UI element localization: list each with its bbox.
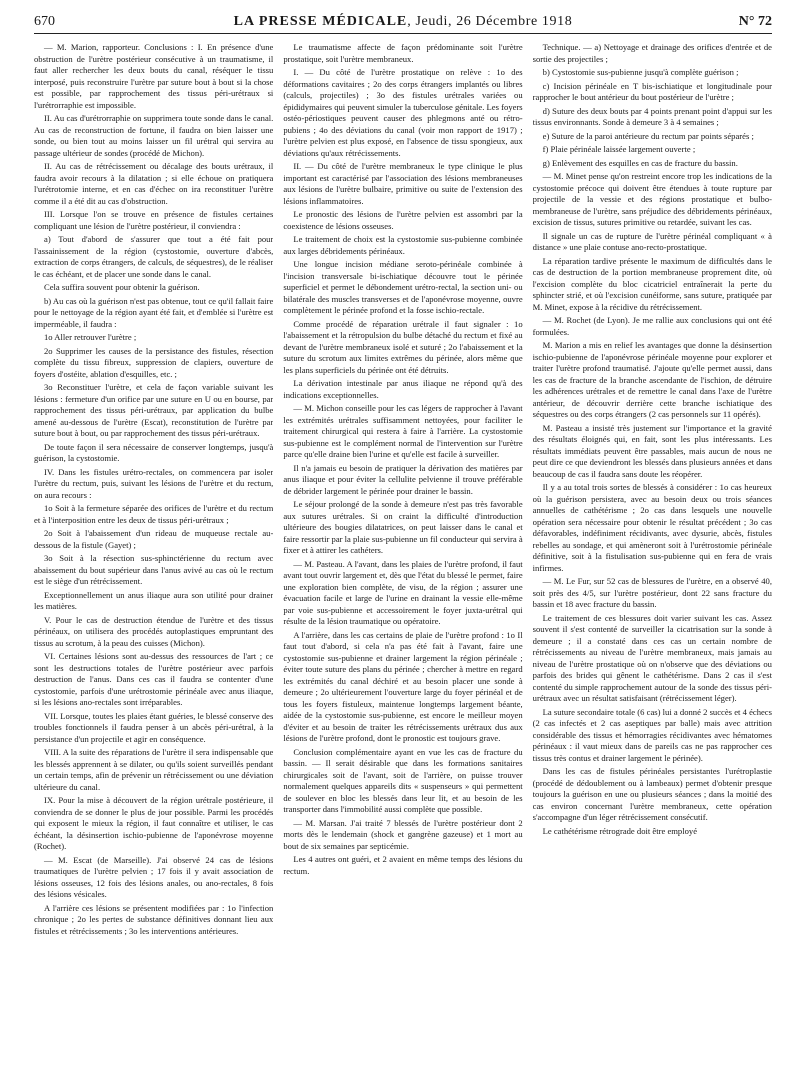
issue-date: Jeudi, 26 Décembre 1918 bbox=[415, 14, 573, 29]
paragraph: e) Suture de la paroi antérieure du rectum par points séparés ; bbox=[542, 130, 754, 141]
paragraph: Conclusion complémentaire ayant en vue les cas de fracture du bassin. — Il serait désirable que dans les formations sanitaires chirurgicales soit de l'avant, soit de l'arrière, on puisse trouver normalement quelques appareils dits « suspenseurs » qui permettent de soulever en bloc les blessés dans leur lit, et au besoin de les transporter dans l'immobilité aussi complète que possible. bbox=[283, 746, 523, 814]
page-header bbox=[34, 14, 772, 38]
article-columns bbox=[34, 40, 772, 1080]
paragraph: Les 4 autres ont guéri, et 2 avaient en même temps des lésions du rectum. bbox=[283, 854, 523, 876]
paragraph: 3o Soit à la résection sus-sphinctérienne du rectum avec abaissement du bout supérieur dans l'anus avivé au cas où le rectum est le siège d'un rétrécissement. bbox=[34, 553, 274, 586]
paragraph: Le pronostic des lésions de l'urètre pelvien est assombri par la coexistence de lésions osseuses. bbox=[283, 209, 523, 231]
paragraph: A l'arrière, dans les cas certains de plaie de l'urètre profond : 1o Il faut tout d'abord, si cela n'a pas été fait à l'avant, faire une cystostomie sus-pubienne et drainer largement la région périnéale ; éviter toute suture des plans du périnée ; chercher à mettre en regard les extrémités du canal déchiré et au besoin placer une sonde à demeure ; 2o ultérieurement l'ouverture large du foyer périnéal et de tous les foyers fistuleux, maintenue longtemps largement béante, aidée de la cystostomie sus-pubienne, est encore le meilleur moyen d'éviter et au besoin de traiter les rétrécissements urétraux dus aux lésions de l'urètre profond, dont le pronostic est toujours grave. bbox=[283, 629, 523, 743]
paragraph: Le traumatisme affecte de façon prédominante soit l'urètre prostatique, soit l'urètre membraneux. bbox=[283, 42, 523, 64]
paragraph: V. Pour le cas de destruction étendue de l'urètre et des tissus périnéaux, on utilisera des procédés autoplastiques empruntant des tissus au scrotum, à la peau des cuisses (Michon). bbox=[34, 614, 274, 648]
paragraph: 1o Aller retrouver l'urètre ; bbox=[44, 332, 137, 342]
column-right bbox=[533, 40, 772, 1080]
paragraph: VI. Certaines lésions sont au-dessus des ressources de l'art ; ce sont les destructions totales de l'urètre postérieur avec parfois destruction de l'anus. Dans ces cas il faudra se contenter d'une cystostomie, parfois d'une urétrostomie périnéale avec anus iliaque, si les lésions ano-rectales sont irréparables. bbox=[34, 651, 274, 707]
paragraph: b) Cystostomie sus-pubienne jusqu'à complète guérison ; bbox=[542, 67, 739, 77]
paragraph: La réparation tardive présente le maximum de difficultés dans le cas de destruction de la portion membraneuse proprement dite, où l'excision complète du bloc cicatriciel entraînerait la perte du sphincter strié, et où l'excision cunéiforme, sans suture, pratiquée par M. Minet, expose à la récidive du rétrécissement. bbox=[532, 255, 772, 312]
paragraph: I. — Du côté de l'urètre prostatique on relève : 1o des déformations cavitaires ; 2o des corps étrangers implantés ou libres (calculs, projectiles) ; 3o des fistules urétrales variées ou épididymaires qui peuvent simuler la tuberculose génitale. Les foyers ostéo-périostiques peuvent causer des phlegmons anté ou rétro-pubiens ; 4o des déviations du canal (voir mon rapport de 1917) ; l'urètre pelvien est plus exposé, en l'absence de tissu spongieux, aux déviations qu'aux rétrécissements. bbox=[283, 67, 523, 158]
paragraph: 3o Reconstituer l'urètre, et cela de façon variable suivant les lésions : fermeture d'un orifice par une suture en U ou en bourse, par rapprochement des tissus péri-urétraux, par application du bulbe amené au-dessous de l'urètre (Escat), reconstitution de l'urètre par suture bout à bout, ou par rapprochement des tissus péri-urétraux. bbox=[34, 382, 274, 438]
paragraph: — M. Michon conseille pour les cas légers de rapprocher à l'avant les extrémités urétrales suffisamment nettoyées, pour faciliter le traitement chirurgical qui restera à faire à l'arrière. La cystostomie sus-pubienne est le complément normal de l'intervention sur l'urètre parce qu'elle draine bien l'urine et qu'elle est facile à surveiller. bbox=[283, 403, 523, 459]
paragraph: Une longue incision médiane seroto-périnéale combinée à l'incision transversale bi-ischiatique découvre tout le périnée superficiel et permet le débondement urétro-rectal, la section uni- ou bilatérale des muscles transverses et de l'aponévrose moyenne, ouvre complètement le périnée profond et la fosse ischio-rectale. bbox=[283, 259, 523, 315]
paragraph: — M. Marsan. J'ai traité 7 blessés de l'urètre postérieur dont 2 morts dès le lendemain (shock et gangrène gazeuse) et 1 mort au bout de six semaines par septicémie. bbox=[283, 817, 523, 851]
column-middle bbox=[283, 40, 522, 1080]
paragraph: III. Lorsque l'on se trouve en présence de fistules certaines compliquant une lésion de l'urètre postérieur, il conviendra : bbox=[34, 209, 274, 231]
paragraph: c) Incision périnéale en T bis-ischiatique et longitudinale pour rapprocher le bout antérieur du bout postérieur de l'urètre ; bbox=[532, 80, 772, 102]
paragraph: — M. Marion, rapporteur. Conclusions : I. En présence d'une obstruction de l'urètre postérieur consécutive à un traumatisme, il faut aller rechercher les deux bouts du canal, réséquer le tissu interposé, puis reconstruire l'urètre par suture bout à bout si la chose est possible, par rapprochement des tissus péri-urétraux si l'urétrorraphie est impossible. bbox=[34, 42, 274, 110]
paragraph: II. Au cas d'urétrorraphie on supprimera toute sonde dans le canal. Au cas de reconstruction de fortune, il faudra on bien laisser une sonde, ou bien tout au moins laisser un fil urétral qui servira au passage ultérieur de sondes (procédé de Michon). bbox=[34, 113, 274, 158]
paragraph: Le traitement de choix est la cystostomie sus-pubienne combinée aux larges débridements périnéaux. bbox=[283, 234, 523, 256]
paragraph: De toute façon il sera nécessaire de conserver longtemps, jusqu'à guérison, la cystostomie. bbox=[34, 441, 274, 463]
paragraph: — M. Le Fur, sur 52 cas de blessures de l'urètre, en a observé 40, soit près des 4/5, sur l'urètre postérieur, dont 22 sans fracture du bassin et 18 avec fracture du bassin. bbox=[532, 576, 772, 609]
paragraph: Dans les cas de fistules périnéales persistantes l'urétroplastie (procédé de dédoublement ou à lambeaux) permet d'obtenir presque toujours la guérison en une ou plusieurs séances ; dans la moitié des cas environ concernant l'urètre membraneux, cette opération s'accompagne d'un léger rétrécissement consécutif. bbox=[532, 766, 772, 822]
paragraph: Comme procédé de réparation urétrale il faut signaler : 1o l'abaissement et la rétropulsion du bulbe détaché du rectum et fixé au devant de l'urètre membraneux isolé et suturé ; 2o l'abaissement et la suture du scrotum aux limites extrêmes du périnée, alors même que les plans superficiels du périnée ont été détruits. bbox=[283, 318, 523, 375]
journal-name: LA PRESSE MÉDICALE bbox=[233, 14, 408, 29]
paragraph: f) Plaie périnéale laissée largement ouverte ; bbox=[542, 144, 696, 154]
paragraph: d) Suture des deux bouts par 4 points prenant point d'appui sur les tissus environnants. Sonde à demeure 3 à 4 semaines ; bbox=[532, 105, 772, 127]
paragraph: g) Enlèvement des esquilles en cas de fracture du bassin. bbox=[542, 157, 738, 168]
paragraph: Le cathétérisme rétrograde doit être employé bbox=[542, 825, 698, 836]
paragraph: Le séjour prolongé de la sonde à demeure n'est pas très favorable aux sutures urétrales. Si on craint la difficulté d'introduction ultérieure des bougies dilatatrices, on peut laisser dans le canal et faire ressortir par la plaie sus-pubienne un fil conducteur qui servira à fixer et à attirer les cathéters. bbox=[283, 499, 523, 555]
page-number: 670 bbox=[34, 14, 55, 29]
paragraph: 2o Soit à l'abaissement d'un rideau de muqueuse rectale au-dessous de la fistule (Gayet) ; bbox=[34, 528, 274, 550]
paragraph: VIII. A la suite des réparations de l'urètre il sera indispensable que les blessés apprennent à se dilater, ou qu'ils soient surveillés pendant un certain temps, afin de prévenir un rétrécissement ou une déviation ultérieure du canal. bbox=[34, 747, 274, 792]
paragraph: Cela suffira souvent pour obtenir la guérison. bbox=[44, 282, 200, 292]
paragraph: — M. Pasteau. A l'avant, dans les plaies de l'urètre profond, il faut avant tout ouvrir largement et, dès que l'état du blessé le permet, faire une exploration bien complète, de visu, de la région ; assurer une évacuation facile et large de l'urine en drainant la vessie elle-même par voie sus-pubienne et accessoirement le foyer juxta-urétral qui résulte de la lésion traumatique ou opératoire. bbox=[283, 558, 523, 626]
paragraph: La dérivation intestinale par anus iliaque ne répond qu'à des indications exceptionnelles. bbox=[283, 378, 523, 400]
paragraph: M. Marion a mis en relief les avantages que donne la désinsertion ischio-pubienne de l'aponévrose périnéale moyenne pour explorer et traiter l'urètre profond traumatisé. J'ajoute qu'elle permet aussi, dans les cas de fracture de la branche ascendante de l'ischion, de détruire les adhérences urétrales et de remettre le canal dans l'axe de l'urètre antérieur, de découvrir derrière cette branche ischiatique des séquestres ou des corps étrangers (2 cas personnels sur 11 opérés). bbox=[532, 340, 772, 419]
paragraph: Il y a au total trois sortes de blessés à considérer : 1o cas heureux où la guérison persistera, avec au besoin deux ou trois séances annuelles de cathétérisme ; 2o cas dans lesquels une nouvelle opération sera nécessaire pour obtenir le résultat précédent ; 3o cas défavorables, indéfiniment récidivants, avec dysurie, abcès, fistules rebelles au sondage, et qui amèneront soit à l'urétrostomie périnéale définitive, soit à la fistulisation sus-pubienne qui en fera de vrais infirmes. bbox=[532, 482, 772, 573]
issue-number: N° 72 bbox=[738, 14, 772, 29]
paragraph: VII. Lorsque, toutes les plaies étant guéries, le blessé conserve des troubles fonctionnels il faudra penser à un abcès péri-urétral, à la persistance d'un projectile et agir en conséquence. bbox=[34, 710, 274, 744]
running-title: LA PRESSE MÉDICALE, Jeudi, 26 Décembre 1918 bbox=[233, 14, 573, 29]
header-rule bbox=[34, 33, 772, 34]
paragraph: — M. Minet pense qu'on restreint encore trop les indications de la cystostomie précoce qui doivent être étendues à toute rupture par projectile de la vessie et des régions prostatique et bulbo-membraneuse de l'urètre, sans préjudice des débridements périnéaux, excision de tissus, sutures primitive ou retardée, suivant les cas. bbox=[532, 171, 772, 227]
paragraph: b) Au cas où la guérison n'est pas obtenue, tout ce qu'il fallait faire pour le nettoyage de la région ayant été fait, et d'emblée si l'urètre est imperméable, il faudra : bbox=[34, 295, 274, 329]
paragraph: 2o Supprimer les causes de la persistance des fistules, résection complète du tissu fibreux, suppression de clapiers, ouverture de foyers d'ostéite, ablation d'esquilles, etc. ; bbox=[34, 345, 274, 379]
paragraph: IX. Pour la mise à découvert de la région urétrale postérieure, il conviendra de se donner le plus de jour possible. Parmi les procédés qui exposent le mieux la région, il faut connaître et utiliser, le cas échéant, la désinsertion ischio-pubienne de l'aponévrose moyenne (Rochet). bbox=[34, 795, 274, 851]
paragraph: Il signale un cas de rupture de l'urètre périnéal compliquant « à distance » une plaie contuse ano-recto-prostatique. bbox=[532, 230, 772, 252]
paragraph: Le traitement de ces blessures doit varier suivant les cas. Assez souvent il s'est contenté de surveiller la cicatrisation sur la sonde à demeure ; il a constaté dans ces cas un certain nombre de rétrécissements au niveau de l'urètre membraneux, mais jamais au niveau de l'urètre prostatique où on n'observe que des déviations ou parfois des brides qui gênent le cathétérisme. Dans 2 cas il s'est contenté du simple rapprochement autour de la sonde des tissus péri-urétraux avec un résultat satisfaisant (rétrécissement léger). bbox=[532, 612, 772, 703]
paragraph: IV. Dans les fistules urétro-rectales, on commencera par isoler l'urètre du rectum, puis, suivant les lésions de l'urètre et du rectum, on aura recours : bbox=[34, 466, 274, 500]
paragraph: Technique. — a) Nettoyage et drainage des orifices d'entrée et de sortie des projectiles ; bbox=[532, 42, 772, 64]
paragraph: A l'arrière ces lésions se présentent modifiées par : 1o l'infection chronique ; 2o les pertes de substance définitives donnant lieu aux fistules et rétrécissements ; 3o les interventions antérieures. bbox=[34, 902, 274, 936]
paragraph: II. — Du côté de l'urètre membraneux le type clinique le plus important est caractérisé par l'association des lésions membraneuses aux lésions de l'urètre bulbaire, primitive ou suite de l'extension des lésions inflammatoires. bbox=[283, 161, 523, 206]
paragraph: a) Tout d'abord de s'assurer que tout a été fait pour l'assainissement de la région (cystostomie, ouverture d'abcès, extraction de corps étrangers, de calculs, de séquestres), de le réaliser le cas échéant, et de placer une sonde dans le canal. bbox=[34, 234, 274, 279]
paragraph: M. Pasteau a insisté très justement sur l'importance et la gravité des résultats éloignés qui, en fait, sont les plus intéressants. Les résultats immédiats peuvent être passables, mais aucun de nous ne peut dire ce que deviendront les blessés dans plusieurs années et dans beaucoup de cas il faudra sans doute les réopérer. bbox=[532, 422, 772, 479]
column-left bbox=[34, 40, 273, 1080]
paragraph: Exceptionnellement un anus iliaque aura son utilité pour drainer les matières. bbox=[34, 589, 274, 611]
paragraph: — M. Rochet (de Lyon). Je me rallie aux conclusions qui ont été formulées. bbox=[532, 315, 772, 337]
paragraph: 1o Soit à la fermeture séparée des orifices de l'urètre et du rectum et à l'interposition entre les deux de tissus péri-urétraux ; bbox=[34, 503, 274, 525]
paragraph: La suture secondaire totale (6 cas) lui a donné 2 succès et 4 échecs (2 cas infectés et 2 cas aseptiques par balle) mais avec attrition considérable des tissus et hémorragies récidivantes avec hématomes périnéaux : il vaut mieux dans de pareils cas ne pas rapprocher ces tissus très contus et drainer largement le périnée). bbox=[532, 706, 772, 763]
paragraph: — M. Escat (de Marseille). J'ai observé 24 cas de lésions traumatiques de l'urètre pelvien ; 17 fois il y avait association de lésions osseuses, 12 fois des lésions anales, ou ano-rectales, 8 fois des lésions vésicales. bbox=[34, 854, 274, 899]
paragraph: Il n'a jamais eu besoin de pratiquer la dérivation des matières par anus iliaque et pour éviter la cellulite pelvienne il trouve préférable de débrider largement le périnée pour drainer le bassin. bbox=[283, 462, 523, 496]
paragraph: II. Au cas de rétrécissement ou décalage des bouts urétraux, il faudra avoir recours à la dilatation ; si elle échoue on pratiquera l'urétrotomie interne, et en cas d'échec on ira reconstituer l'urètre comme il a été dit au cas d'obstruction. bbox=[34, 161, 274, 206]
